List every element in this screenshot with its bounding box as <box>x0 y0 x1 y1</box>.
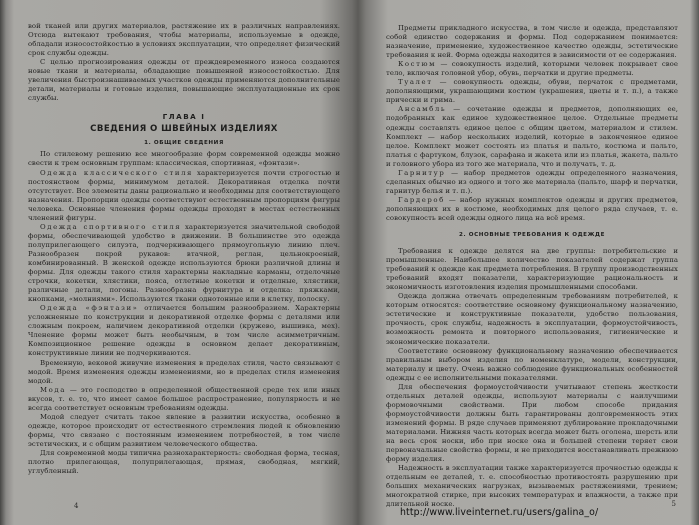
paragraph <box>28 359 340 386</box>
paragraph-text: Для современной моды типична разнохарактерность: свободная форма, тесная, плотно прилегающая, полуприлегающая, прямая, свободная, мягкий, углубленный. <box>28 448 340 476</box>
paragraph <box>386 247 678 292</box>
paragraph <box>28 449 340 476</box>
paragraph-text: Предметы прикладного искусства, в том числе и одежда, представляют собой единство содержания и формы. Под содержанием понимается: назначение, применение, художественное качество одежды, эстетические требования к ней. Форма одежды находится в зависимости от ее содержания. <box>386 24 678 60</box>
right-body-paragraphs <box>386 24 678 223</box>
paragraph <box>386 383 678 464</box>
paragraph <box>386 60 678 78</box>
term-lead: Ансамбль <box>398 105 447 114</box>
paragraph-text: — это господство в определенной общественной среде тех или иных вкусов, т. е. то, что имеет самое большое распространение, популярность и не всегда соответствует основным требованиям одежды. <box>28 385 340 412</box>
paragraph <box>28 304 340 358</box>
intro-paragraph: С целью прогнозирования одежды от преждевременного износа создаются новые ткани и материалы, обладающие повышенной износостойкостью. Для увеличения быстроизнашиваемых участков одежды применяются дополнительные детали, материалы и готовые изделия, повышающие эксплуатационные их срок службы. <box>28 58 340 103</box>
section-title-general: 1. ОБЩИЕ СВЕДЕНИЯ <box>144 140 224 147</box>
paragraph-text: Надежность в эксплуатации также характеризуется прочностью одежды к отдельным ее деталей, т. е. способностью противостоять разрушению при больших механических нагрузках, вызываемых растяжениями, трением; многократной стирке, при высоких температурах и влажности, а также при длительной носке. <box>386 464 678 509</box>
paragraph-text: характеризуется значительной свободой формы, обеспечивающей удобство в движении. В большинстве это одежда полуприлегающего силуэта, подчеркивающего прямоугольную линию плеч. Разнообразен покрой рукавов: втачной, реглан, цельнокроеный, комбинированный. В женской одежде используются брюки различной длины и формы. Для одежды такого стиля характерны накладные карманы, отделочные строчки, кокетки, хлястики, пояса, отлетные кокетки и отделные, хлястики, различные детали, погоны. Разнообразна фурнитура и отделка: пряжками, кнопками, «молниями». Используются ткани однотонные или в клетку, полоску. <box>28 222 340 304</box>
paragraph-text: Модой следует считать такое явление в развитии искусства, особенно в одежде, которое происходит от естественного стремления людей к обновлению формы, что связано с постоянным изменением потребностей, в том числе эстетических, и с общим развитием человеческого общества. <box>28 412 340 448</box>
left-page-text <box>28 22 340 476</box>
paragraph <box>28 150 340 168</box>
term-lead: Гардероб <box>398 195 445 204</box>
paragraph-text: Требования к одежде делятся на две группы: потребительские и промышленные. Наибольшее количество показателей содержат группа требований к одежде как предмета потребления. В группу производственных требований входят показатели, характеризующие рациональность и экономичность изготовления изделия промышленными способами. <box>386 247 678 292</box>
term-lead: Костюм <box>398 60 437 69</box>
paragraph-text: Временную, вековой живучие изменения в пределах стиля, часто связывают с модой. Время изменения одежды изменениями, но в пределах стиля изменения модой. <box>28 358 340 385</box>
part-title: СВЕДЕНИЯ О ШВЕЙНЫХ ИЗДЕЛИЯХ <box>90 124 278 135</box>
paragraph-text: отличается большим разнообразием. Характерны усложненные по конструкции и декоративной отделке формы с деталями или сложным покроем, наличием декоративной отделки (кружево, вышивка, мех). Членение формы может быть необычным, в том числе асимметричным. Композиционное решение одежды в основном делает декоративным, конструктивные линии не подчеркиваются. <box>28 304 340 358</box>
intro-paragraph: вой тканей или других материалов, растяжение их в различных направлениях. Отсюда вытекают требования, чтобы материалы, используемые в одежде, обладали износостойкостью в условиях эксплуатации, что определяет физический срок службы одежды. <box>28 22 340 58</box>
term-lead: Туалет <box>398 78 433 87</box>
term-lead: Одежда «фэнтази» <box>40 304 139 313</box>
right-page-text <box>386 24 678 509</box>
paragraph <box>386 24 678 60</box>
paragraph <box>28 413 340 449</box>
paragraph <box>28 169 340 223</box>
paragraph <box>386 347 678 383</box>
paragraph-text: — сочетание одежды и предметов, дополняющих ее, подобранных как единое художественное целое. Отдельные предметы одежды составлять единое целое с общим цветом, материалом и стилем. Комплект — набор нескольких изделий, которые в законченное единое целое. Комплект может состоять из платья и пальто, костюма и пальто, платья с фартуком, блузок, сарафана и жакета или из платья, жакета, пальто и головного убора из того же материала, что и получать, т. д. <box>386 105 678 168</box>
paragraph-text: По стилевому решению все многообразие форм современной одежды можно свести к трем основным группам: классическая, спортивная, «фэнтази». <box>28 150 340 168</box>
paragraph-text: — набор нужных комплектов одежды и других предметов, дополняющих их в костюме, необходимых для целого ряда случаев, т. е. совокупность всей одежды одного лица на всё время. <box>386 195 678 222</box>
term-lead: Мода <box>40 385 66 394</box>
section-title-requirements: 2. ОСНОВНЫЕ ТРЕБОВАНИЯ К ОДЕЖДЕ <box>458 232 606 239</box>
left-intro-paragraphs <box>28 22 340 103</box>
chapter-heading: ГЛАВА I <box>162 112 206 122</box>
paragraph <box>28 223 340 304</box>
term-lead: Гарнитур <box>398 168 446 177</box>
paragraph <box>386 105 678 168</box>
right-page <box>374 0 686 525</box>
paragraph <box>386 78 678 105</box>
paragraph-text: Для обеспечения формоустойчивости учитывают степень жесткости отдельных деталей одежды, используют материалы с наилучшими формовочными свойствами. При любом способе придания формоустойчивости должны быть гарантированы долговременность этих изменений формы. В ряде случаев применяют дублирование прокладочными материалами. Нижняя часть которых всегда может быть оголена, шерсть или на весь срок носки, ибо при носке она и большей степени теряет свои первоначальные свойства формы, и не приходится восстанавливать прежнюю форму изделия. <box>386 382 678 464</box>
paragraph <box>28 386 340 413</box>
paragraph-text: — набор предметов одежды определенного назначения, сделанных обычно из одного и того же материала (пальто, шарф и перчатки, гарнитур белья и т. п.). <box>386 168 678 195</box>
watermark-url: http://www.liveinternet.ru/users/galina_o/ <box>400 507 599 518</box>
page-number-left: 4 <box>74 502 79 510</box>
paragraph <box>386 196 678 223</box>
paragraph-text: — совокупность одежды, обуви, перчаток с предметами, дополняющими, украшающими костюм (украшения, цветы и т. п.), а также прически и грима. <box>386 78 678 105</box>
paragraph-text: — совокупность изделий, которыми человек покрывает свое тело, включая головной убор, обувь, перчатки и другие предметы. <box>386 60 678 78</box>
left-page <box>14 0 350 525</box>
paragraph-text: характеризуется почти строгостью и постоянством формы, минимумом деталей. Декоративная отделка почти отсутствует. Все элементы даны рационально и необходимы для соответствующего назначения. Пропорции одежды соответствуют естественным пропорциям фигуры человека. Основные членения формы одежды проходят в местах естественных членений фигуры. <box>28 168 340 222</box>
paragraph <box>386 169 678 196</box>
page-number-right: 5 <box>671 500 676 508</box>
term-lead: Одежда классического стиля <box>40 168 194 177</box>
left-body-paragraphs <box>28 150 340 476</box>
paragraph <box>386 292 678 346</box>
paragraph-text: Одежда должна отвечать определенным требованиям потребителей, к которым относятся: соответствие основному функциональному назначению, эстетические и конструктивные показатели, удобство пользования, прочность, срок службы, надежность в эксплуатации, формоустойчивость, возможность ремонта и повторного использования, гигиенические и экономические показатели. <box>386 292 678 346</box>
right-body-paragraphs-2 <box>386 247 678 509</box>
term-lead: Одежда спортивного стиля <box>40 222 182 231</box>
paragraph-text: Соответствие основному функциональному назначению обеспечивается правильным выбором изделия по номенклатуре, модели, конструкции, материалу и цвету. Очень важно соблюдение функциональных особенностей одежды с ее исполнительными показателями. <box>386 346 678 382</box>
paragraph <box>386 464 678 509</box>
